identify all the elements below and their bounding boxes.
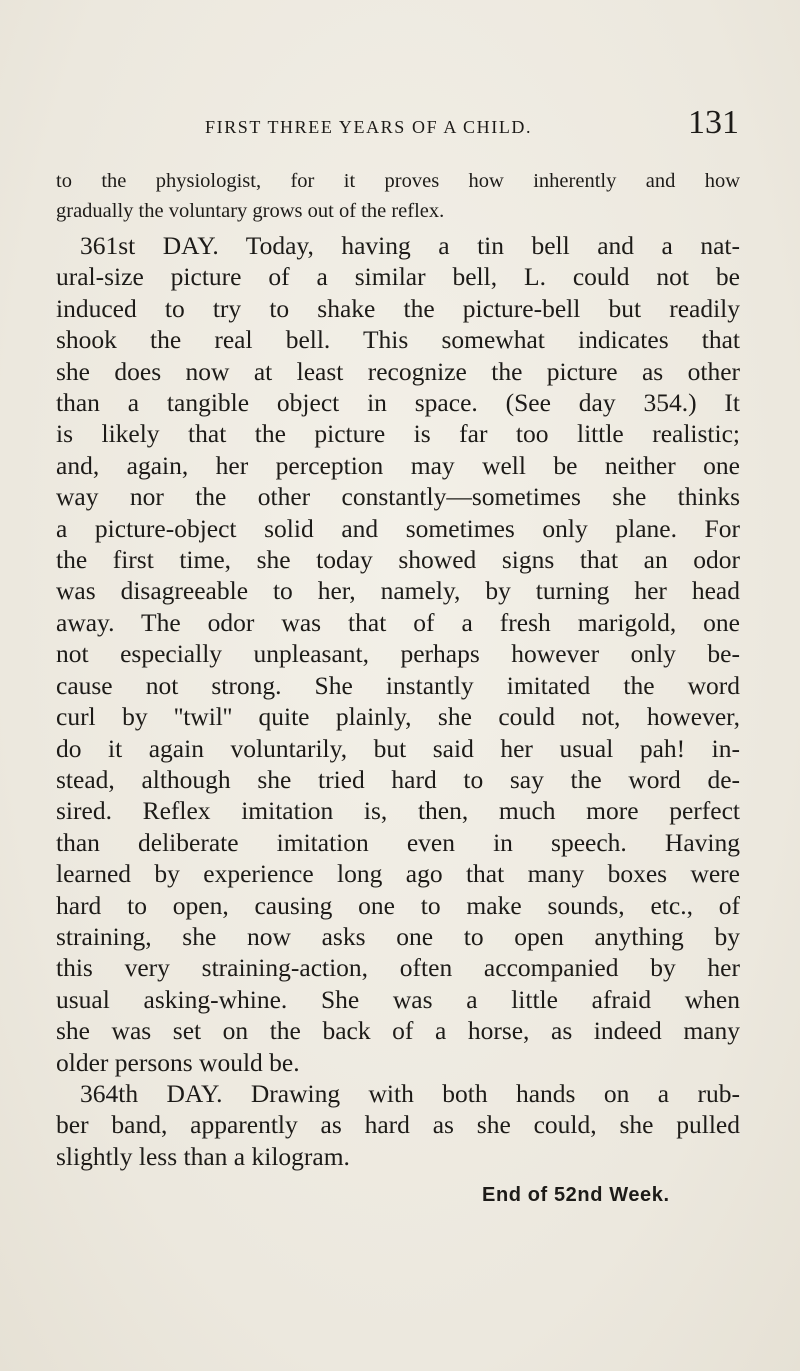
text-line: ural-size picture of a similar bell, L. could not be: [56, 262, 740, 292]
text-line: way nor the other constantly—sometimes she thinks: [56, 482, 740, 512]
text-line: is likely that the picture is far too little realistic;: [56, 419, 740, 449]
text-line: 361st DAY. Today, having a tin bell and a nat-: [80, 231, 740, 260]
text-line: the first time, she today showed signs that an odor: [56, 545, 740, 575]
text-line: 364th DAY. Drawing with both hands on a rub-: [80, 1078, 740, 1108]
text-line: she does now at least recognize the picture as other: [56, 356, 740, 386]
paragraph-intro: [56, 166, 740, 226]
end-of-week-note: End of 52nd Week.: [482, 1184, 670, 1206]
text-line: curl by ''twil'' quite plainly, she could not, however,: [56, 702, 740, 732]
text-line: ber band, apparently as hard as she could, she pulled: [56, 1110, 740, 1140]
text-line: a picture-object solid and sometimes only plane. For: [56, 513, 740, 543]
text-line: gradually the voluntary grows out of the reflex.: [56, 200, 445, 222]
text-line: usual asking-whine. She was a little afraid when: [56, 984, 740, 1014]
text-line: straining, she now asks one to open anything by: [56, 921, 740, 951]
text-line: stead, although she tried hard to say the word de-: [56, 764, 740, 794]
page-number: 131: [688, 104, 739, 141]
text-line: slightly less than a kilogram.: [56, 1141, 350, 1171]
text-line: cause not strong. She instantly imitated the word: [56, 670, 740, 700]
paragraph-day-364: [56, 1078, 740, 1172]
running-head: [0, 103, 800, 143]
text-line: this very straining-action, often accompanied by her: [56, 953, 740, 983]
text-line: she was set on the back of a horse, as indeed many: [56, 1016, 740, 1046]
text-line: was disagreeable to her, namely, by turning her head: [56, 576, 740, 606]
text-line: do it again voluntarily, but said her usual pah! in-: [56, 733, 740, 763]
running-title: FIRST THREE YEARS OF A CHILD.: [205, 117, 533, 137]
text-line: than a tangible object in space. (See day 354.) It: [56, 388, 740, 418]
text-line: and, again, her perception may well be neither one: [56, 450, 740, 480]
text-line: induced to try to shake the picture-bell but readily: [56, 293, 740, 323]
text-line: sired. Reflex imitation is, then, much more perfect: [56, 796, 740, 826]
text-line: learned by experience long ago that many boxes were: [56, 859, 740, 889]
paragraph-day-361: [56, 230, 740, 1078]
text-line: than deliberate imitation even in speech. Having: [56, 827, 740, 857]
text-line: hard to open, causing one to make sounds, etc., of: [56, 890, 740, 920]
text-line: not especially unpleasant, perhaps however only be-: [56, 639, 740, 669]
text-line: away. The odor was that of a fresh marigold, one: [56, 607, 740, 637]
text-line: older persons would be.: [56, 1047, 300, 1077]
text-block: [56, 166, 740, 1172]
text-line: shook the real bell. This somewhat indicates that: [56, 325, 740, 355]
text-line: to the physiologist, for it proves how inherently and how: [56, 170, 740, 192]
